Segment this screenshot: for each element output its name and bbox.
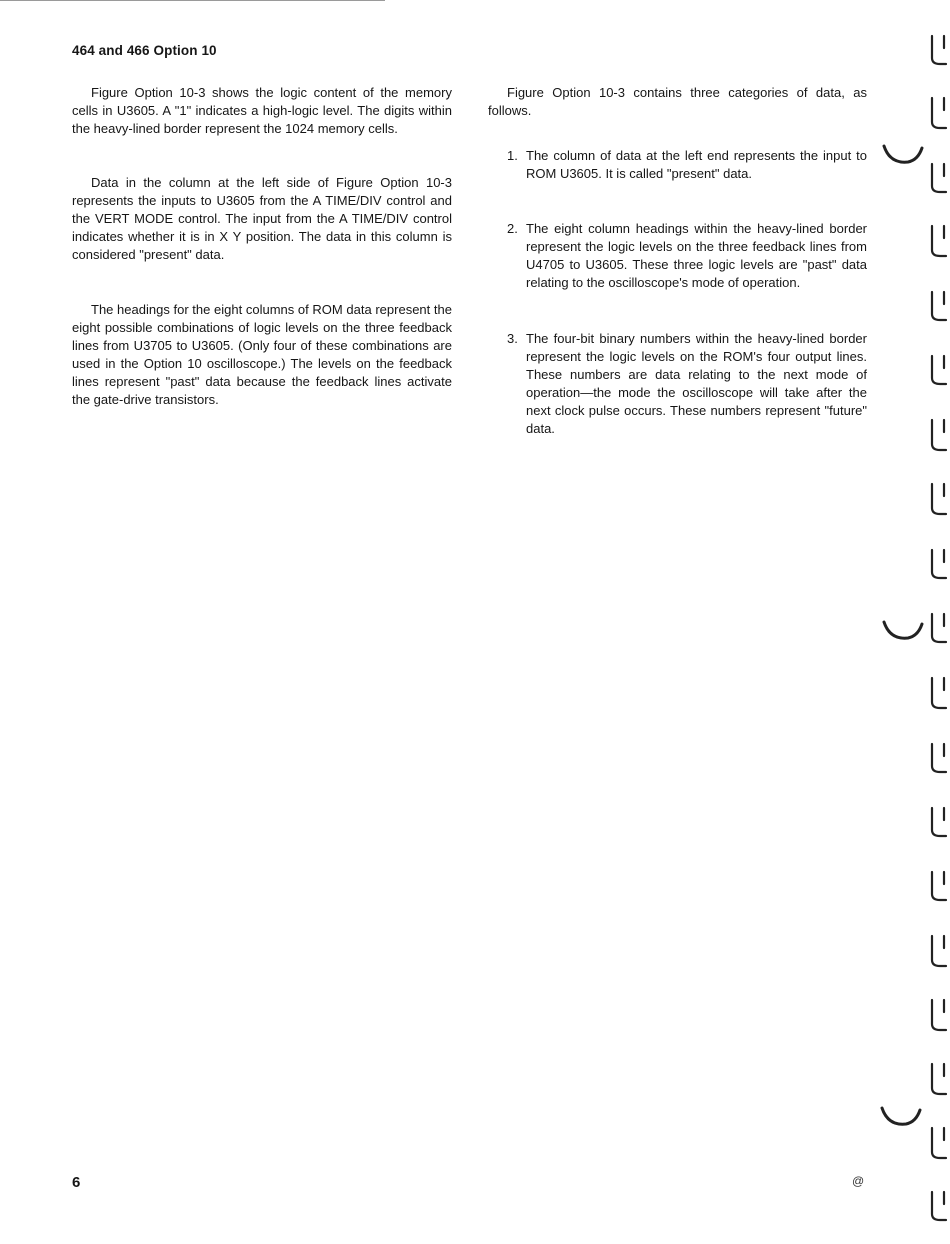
binder-ring-icon bbox=[878, 1100, 926, 1140]
page-number: 6 bbox=[72, 1174, 81, 1191]
right-intro: Figure Option 10-3 contains three categories of data, as follows. bbox=[488, 85, 867, 118]
list-item-text: The eight column headings within the heavy-lined border represent the logic levels on the three feedback lines from U4705 to U3605. These three logic levels are "past" data relating to the oscilloscope's mode of operation. bbox=[526, 221, 867, 290]
list-item bbox=[488, 147, 867, 183]
categories-list bbox=[488, 147, 867, 438]
left-column bbox=[72, 84, 452, 409]
top-rule bbox=[0, 0, 385, 1]
binder-holes-icon bbox=[928, 0, 950, 1244]
binder-ring-icon bbox=[880, 612, 928, 652]
list-item-text: The four-bit binary numbers within the heavy-lined border represent the logic levels on the ROM's four output lines. These numbers are data relating to the next mode of operation—the mode the oscilloscope will take after the next clock pulse occurs. These numbers represent "future" data. bbox=[526, 331, 867, 436]
list-item-number: 2. bbox=[507, 221, 518, 236]
left-paragraph-1: Figure Option 10-3 shows the logic content of the memory cells in U3605. A "1" indicates a high-logic level. The digits within the heavy-lined border represent the 1024 memory cells. bbox=[72, 85, 452, 136]
page-header: 464 and 466 Option 10 bbox=[72, 43, 217, 58]
list-item bbox=[488, 330, 867, 438]
list-item bbox=[488, 220, 867, 292]
right-column bbox=[488, 84, 867, 438]
left-paragraph-3: The headings for the eight columns of ROM data represent the eight possible combinations of logic levels on the three feedback lines from U3705 to U3605. (Only four of these combinations are used in the Option 10 oscilloscope.) The levels on the feedback lines represent "past" data because the feedback lines activate the gate-drive transistors. bbox=[72, 302, 452, 407]
list-item-number: 1. bbox=[507, 148, 518, 163]
left-paragraph-2: Data in the column at the left side of Figure Option 10-3 represents the inputs to U3605 from the A TIME/DIV control and the VERT MODE control. The input from the A TIME/DIV control indicates whether it is in X Y position. The data in this column is considered "present" data. bbox=[72, 175, 452, 262]
list-item-number: 3. bbox=[507, 331, 518, 346]
list-item-text: The column of data at the left end represents the input to ROM U3605. It is called "present" data. bbox=[526, 148, 867, 181]
publisher-mark: @ bbox=[852, 1174, 865, 1188]
binder-ring-icon bbox=[880, 140, 928, 180]
